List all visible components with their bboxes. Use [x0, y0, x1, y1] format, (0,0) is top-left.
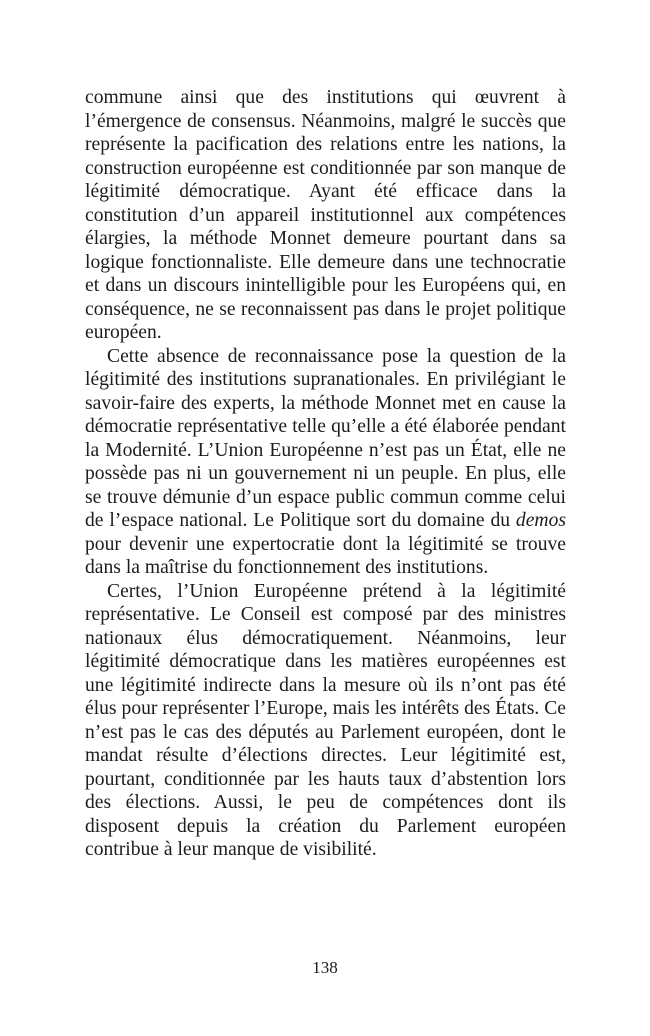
paragraph-1	[85, 86, 566, 345]
paragraph-3	[85, 580, 566, 862]
page-body	[85, 86, 566, 862]
paragraph-1-text: commune ainsi que des institutions qui œuvrent à l’émergence de consensus. Néanmoins, malgré le succès que représente la pacification des relations entre les nations, la construction européenne est conditionnée par son manque de légitimité démocratique. Ayant été efficace dans la constitution d’un appareil institutionnel aux compétences élargies, la méthode Monnet demeure pourtant dans sa logique fonctionnaliste. Elle demeure dans une technocratie et dans un discours inintelligible pour les Européens qui, en conséquence, ne se reconnaissent pas dans le projet politique européen.	[85, 87, 566, 343]
emphasized-term-demos: demos	[515, 510, 566, 531]
paragraph-3-text: Certes, l’Union Européenne prétend à la légitimité représentative. Le Conseil est composé par des ministres nationaux élus démocratiquement. Néanmoins, leur légitimité démocratique dans les matières européennes est une légitimité indirecte dans la mesure où ils n’ont pas été élus pour représenter l’Europe, mais les intérêts des États. Ce n’est pas le cas des députés au Parlement européen, dont le mandat résulte d’élections directes. Leur légitimité est, pourtant, conditionnée par les hauts taux d’abstention lors des élections. Aussi, le peu de compétences dont ils disposent depuis la création du Parlement européen contribue à leur manque de visibilité.	[85, 580, 566, 860]
page-number: 138	[312, 958, 338, 977]
paragraph-2	[85, 345, 566, 580]
paragraph-2-text-start: Cette absence de reconnaissance pose la question de la légitimité des institutions supranationales. En privilégiant le savoir-faire des experts, la méthode Monnet met en cause la démocratie représentative telle qu’elle a été élaborée pendant la Modernité. L’Union Européenne n’est pas un État, elle ne possède pas ni un gouvernement ni un peuple. En plus, elle se trouve démunie d’un espace public commun comme celui de l’espace national. Le Politique sort du domaine du	[85, 345, 566, 531]
paragraph-2-text-end: pour devenir une expertocratie dont la légitimité se trouve dans la maîtrise du fonctionnement des institutions.	[85, 533, 566, 578]
